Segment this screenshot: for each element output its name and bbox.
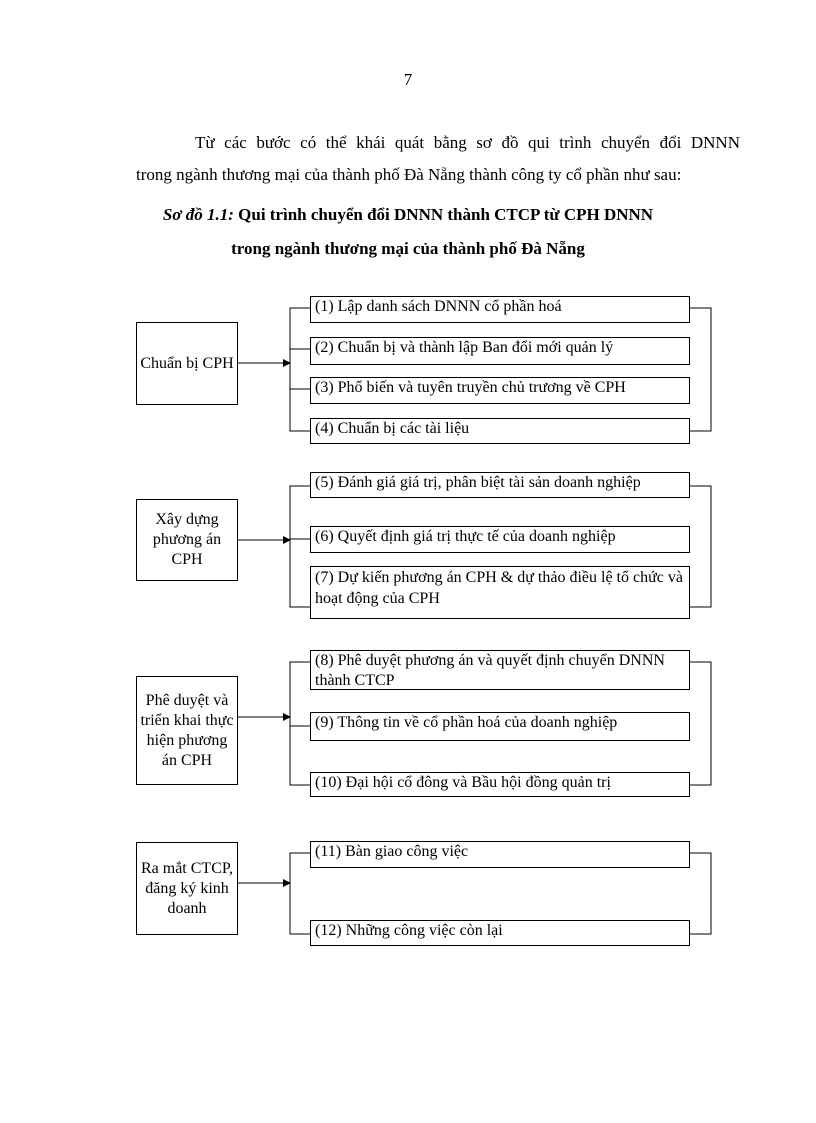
intro-line-1: Từ các bước có thể khái quát bằng sơ đồ qui trình chuyển đổi DNNN	[195, 133, 740, 152]
step-box-5: (5) Đánh giá giá trị, phân biệt tài sản doanh nghiệp	[310, 472, 690, 498]
group-1-right-bracket	[690, 308, 711, 431]
step-box-8: (8) Phê duyệt phương án và quyết định chuyển DNNN thành CTCP	[310, 650, 690, 690]
step-box-2: (2) Chuẩn bị và thành lập Ban đổi mới quản lý	[310, 337, 690, 365]
step-box-7: (7) Dự kiến phương án CPH & dự thảo điều lệ tổ chức và hoạt động của CPH	[310, 566, 690, 619]
group-3-right-bracket	[690, 662, 711, 785]
caption-title-line-2: trong ngành thương mại của thành phố Đà Nẵng	[231, 239, 585, 258]
group-2-left-bracket	[290, 486, 310, 607]
caption-title-line-1: Qui trình chuyển đổi DNNN thành CTCP từ CPH DNNN	[233, 205, 654, 224]
step-box-11: (11) Bàn giao công việc	[310, 841, 690, 868]
group-4-right-bracket	[690, 853, 711, 934]
step-box-12: (12) Những công việc còn lại	[310, 920, 690, 946]
stage-box-build-plan: Xây dựng phương án CPH	[136, 499, 238, 581]
group-1-left-bracket	[290, 308, 310, 431]
group-3-left-bracket	[290, 662, 310, 785]
group-2-right-bracket	[690, 486, 711, 607]
step-box-1: (1) Lập danh sách DNNN cổ phần hoá	[310, 296, 690, 323]
step-box-6: (6) Quyết định giá trị thực tế của doanh nghiệp	[310, 526, 690, 553]
page-number: 7	[403, 70, 413, 89]
caption-label: Sơ đồ 1.1:	[162, 205, 234, 224]
step-box-9: (9) Thông tin về cổ phần hoá của doanh nghiệp	[310, 712, 690, 741]
group-4-left-bracket	[290, 853, 310, 934]
step-box-4: (4) Chuẩn bị các tài liệu	[310, 418, 690, 444]
intro-line-2: trong ngành thương mại của thành phố Đà Nẵng thành công ty cổ phần như sau:	[136, 165, 682, 184]
diagram-caption	[0, 205, 816, 225]
stage-box-prepare: Chuẩn bị CPH	[136, 322, 238, 405]
step-box-10: (10) Đại hội cổ đông và Bầu hội đồng quản trị	[310, 772, 690, 797]
stage-box-launch: Ra mắt CTCP, đăng ký kinh doanh	[136, 842, 238, 935]
step-box-3: (3) Phổ biến và tuyên truyền chủ trương về CPH	[310, 377, 690, 404]
stage-box-approve-implement: Phê duyệt và triển khai thực hiện phương án CPH	[136, 676, 238, 785]
